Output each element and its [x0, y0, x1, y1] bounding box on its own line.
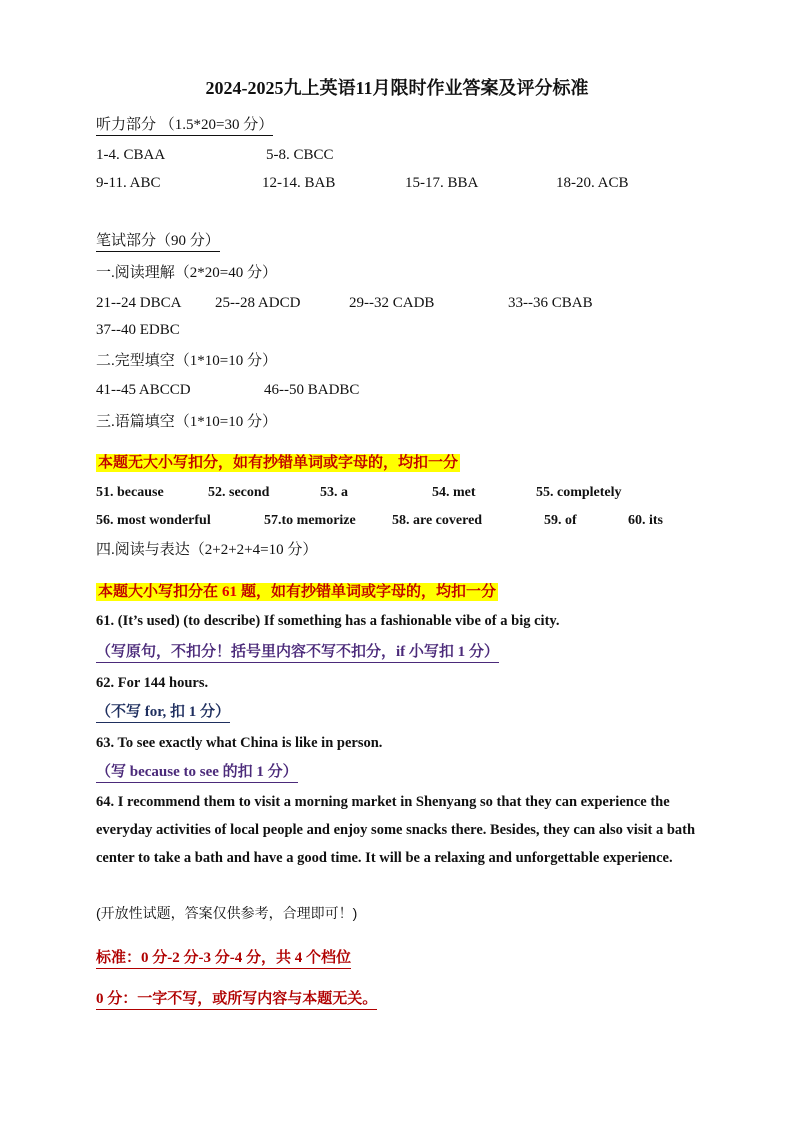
- fill-answer: 54. met: [432, 485, 476, 500]
- page-title: 2024-2025九上英语11月限时作业答案及评分标准: [205, 78, 589, 98]
- answer-63: 63. To see exactly what China is like in person.: [96, 735, 383, 751]
- listening-answer: 18-20. ACB: [556, 175, 629, 191]
- cloze-answer: 41--45 ABCCD: [96, 382, 191, 398]
- answer-63-note: （写 because to see 的扣 1 分）: [96, 760, 298, 783]
- fill-answer: 51. because: [96, 485, 164, 500]
- scoring-zero: 0 分：一字不写，或所写内容与本题无关。: [96, 987, 377, 1010]
- highlight-note-prefix: 本题大小写扣分在: [98, 584, 219, 600]
- reading-answer: 37--40 EDBC: [96, 322, 180, 338]
- answer-61: 61. (It’s used) (to describe) If something has a fashionable vibe of a big city.: [96, 613, 560, 629]
- reading-expression-heading: 四.阅读与表达（2+2+2+4=10 分）: [96, 542, 318, 558]
- reading-heading: 一.阅读理解（2*20=40 分）: [96, 265, 277, 281]
- listening-answer: 15-17. BBA: [405, 175, 479, 191]
- answer-62-note: （不写 for, 扣 1 分）: [96, 700, 230, 723]
- fill-answer: 57.to memorize: [264, 513, 356, 528]
- fill-answer: 59. of: [544, 513, 577, 528]
- listening-answer: 1-4. CBAA: [96, 147, 166, 163]
- reading-answer: 21--24 DBCA: [96, 295, 182, 311]
- fill-answer: 58. are covered: [392, 513, 483, 528]
- highlight-note-suffix: 题，如有抄错单词或字母的，均扣一分: [241, 584, 497, 600]
- answer-64: 64. I recommend them to visit a morning market in Shenyang so that they can experience the everyday activities of local people and enjoy some snacks there. Besides, they can also visit a bath center to take a bath and have a good time. It will be a relaxing and unforgettable experience.: [96, 794, 696, 866]
- fill-answer: 60. its: [628, 513, 663, 528]
- listening-heading: 听力部分 （1.5*20=30 分）: [96, 113, 273, 136]
- reading-answer: 33--36 CBAB: [508, 295, 593, 311]
- listening-answer: 5-8. CBCC: [266, 147, 334, 163]
- listening-answer: 12-14. BAB: [262, 175, 336, 191]
- written-heading: 笔试部分（90 分）: [96, 229, 220, 252]
- scoring-standard: 标准：0 分-2 分-3 分-4 分，共 4 个档位: [96, 946, 351, 969]
- fill-answer: 52. second: [208, 485, 270, 500]
- cloze-heading: 二.完型填空（1*10=10 分）: [96, 353, 277, 369]
- reading-expression-note: [96, 580, 498, 601]
- highlight-note: 本题无大小写扣分，如有抄错单词或字母的，均扣一分: [98, 455, 459, 471]
- answer-61-note: （写原句，不扣分！括号里内容不写不扣分，if 小写扣 1 分）: [96, 640, 499, 663]
- passage-fill-note: [96, 451, 460, 472]
- answer-62: 62. For 144 hours.: [96, 675, 209, 691]
- passage-fill-heading: 三.语篇填空（1*10=10 分）: [96, 414, 277, 430]
- answer-64-note: (开放性试题，答案仅供参考，合理即可！): [96, 905, 358, 921]
- fill-answer: 55. completely: [536, 485, 622, 500]
- cloze-answer: 46--50 BADBC: [264, 382, 360, 398]
- listening-answer: 9-11. ABC: [96, 175, 161, 191]
- reading-answer: 29--32 CADB: [349, 295, 435, 311]
- fill-answer: 53. a: [320, 485, 348, 500]
- reading-answer: 25--28 ADCD: [215, 295, 301, 311]
- fill-answer: 56. most wonderful: [96, 513, 211, 528]
- highlight-note-number: 61: [222, 584, 238, 600]
